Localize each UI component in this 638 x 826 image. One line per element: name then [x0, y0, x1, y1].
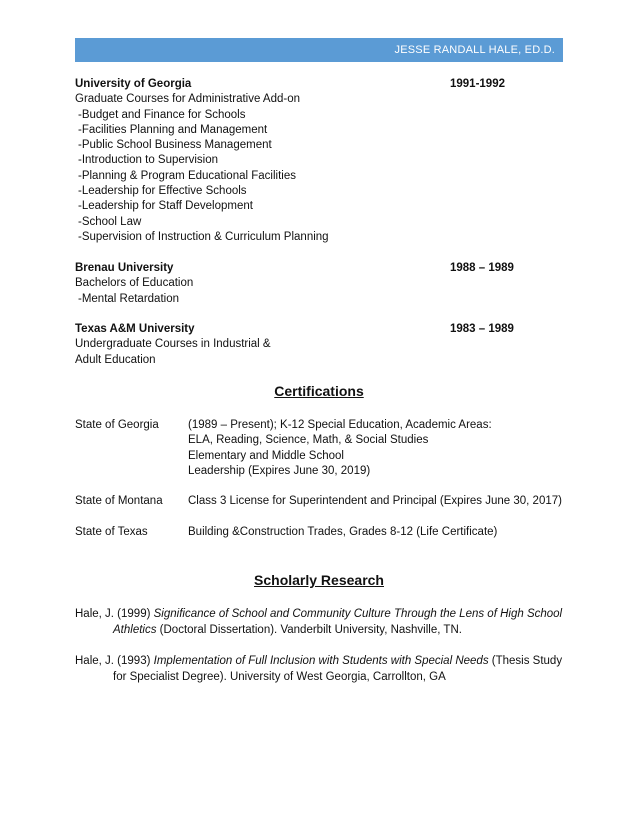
ref-author: Hale, J. (1993) — [75, 655, 154, 667]
cert-state: State of Texas — [75, 526, 148, 538]
education-entry-uga — [75, 77, 545, 245]
education-line: -Mental Retardation — [78, 292, 179, 305]
course-item: -Introduction to Supervision — [78, 154, 218, 167]
ref-title: Significance of School and Community Culture Through the Lens of High School — [153, 608, 563, 620]
course-item: -Budget and Finance for Schools — [78, 108, 246, 121]
ref-details: (Doctoral Dissertation). Vanderbilt University, Nashville, TN. — [156, 624, 462, 636]
course-item: -Leadership for Effective Schools — [78, 185, 247, 198]
ref-details: for Specialist Degree). University of West Georgia, Carrollton, GA — [113, 671, 446, 683]
education-years: 1991-1992 — [450, 78, 505, 90]
education-line: Adult Education — [75, 353, 156, 366]
research-entry-1993 — [75, 653, 565, 685]
ref-title: Implementation of Full Inclusion with Students with Special Needs — [153, 655, 489, 667]
education-line: Graduate Courses for Administrative Add-on — [75, 93, 301, 106]
course-item: -Facilities Planning and Management — [78, 123, 268, 136]
course-item: -Planning & Program Educational Facilities — [78, 169, 296, 182]
cert-state: State of Georgia — [75, 419, 159, 431]
cert-desc-line: Elementary and Middle School — [188, 449, 344, 462]
cert-desc-line: (1989 – Present); K-12 Special Education, Academic Areas: — [188, 419, 492, 431]
ref-details: (Thesis Study — [488, 655, 563, 667]
research-entry-1999 — [75, 606, 565, 638]
course-item: -Supervision of Instruction & Curriculum Planning — [78, 230, 329, 243]
cert-desc-line: Class 3 License for Superintendent and Principal (Expires June 30, 2017) — [188, 495, 562, 507]
header-bar — [75, 38, 563, 62]
ref-title: Athletics — [113, 624, 157, 636]
course-item: -Public School Business Management — [78, 139, 272, 152]
header-name: JESSE RANDALL HALE, ED.D. — [394, 44, 555, 56]
education-line: Bachelors of Education — [75, 277, 194, 290]
institution-name: University of Georgia — [75, 78, 192, 90]
cert-desc-line: ELA, Reading, Science, Math, & Social Studies — [188, 434, 429, 447]
cert-desc-line: Building &Construction Trades, Grades 8-12 (Life Certificate) — [188, 526, 498, 538]
education-years: 1983 – 1989 — [450, 323, 514, 335]
ref-author: Hale, J. (1999) — [75, 608, 154, 620]
education-entry-brenau — [75, 261, 545, 307]
cert-state: State of Montana — [75, 495, 163, 507]
course-item: -School Law — [78, 215, 142, 228]
education-years: 1988 – 1989 — [450, 262, 514, 274]
institution-name: Brenau University — [75, 262, 174, 274]
institution-name: Texas A&M University — [75, 323, 195, 335]
education-line: Undergraduate Courses in Industrial & — [75, 338, 271, 351]
certifications-heading: Certifications — [274, 383, 364, 399]
research-heading: Scholarly Research — [254, 572, 384, 588]
cert-desc-line: Leadership (Expires June 30, 2019) — [188, 464, 371, 477]
course-item: -Leadership for Staff Development — [78, 200, 253, 213]
education-entry-tamu — [75, 322, 545, 368]
